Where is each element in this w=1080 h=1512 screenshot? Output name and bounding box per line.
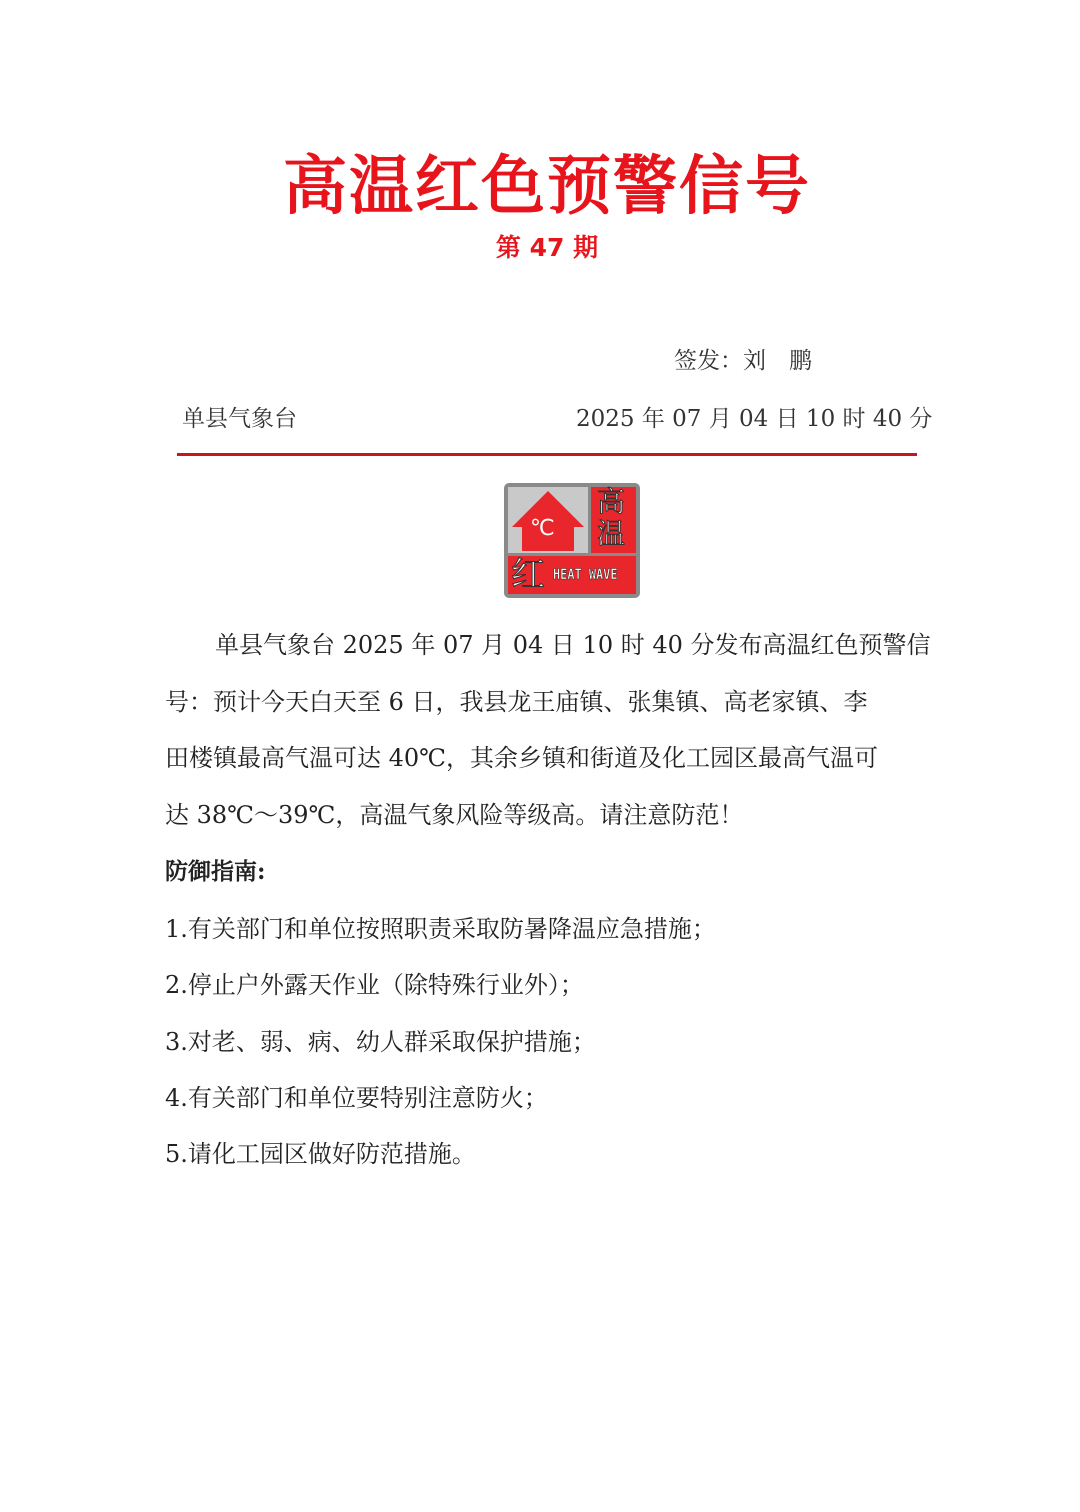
celsius-icon: ℃ xyxy=(530,516,555,541)
issuer: 单县气象台 xyxy=(182,406,297,432)
document-title: 高温红色预警信号 xyxy=(283,150,811,224)
body-line: 达 38℃～39℃，高温气象风险等级高。请注意防范！ xyxy=(165,801,744,829)
guide-heading: 防御指南: xyxy=(165,858,266,885)
badge-english: HEAT WAVE xyxy=(553,567,618,583)
heat-wave-red-warning-icon xyxy=(504,483,640,598)
issue-number: 第 47 期 xyxy=(495,233,599,262)
issue-time: 2025 年 07 月 04 日 10 时 40 分 xyxy=(576,406,933,432)
badge-text-wen: 温 xyxy=(597,517,626,550)
guide-item: 4.有关部门和单位要特别注意防火； xyxy=(165,1084,548,1112)
body-line: 单县气象台 2025 年 07 月 04 日 10 时 40 分发布高温红色预警信 xyxy=(215,631,931,659)
guide-item: 2.停止户外露天作业（除特殊行业外）； xyxy=(165,971,584,999)
divider xyxy=(177,453,917,456)
signer: 签发：刘 鹏 xyxy=(674,348,812,374)
guide-item: 5.请化工园区做好防范措施。 xyxy=(165,1140,476,1168)
badge-text-gao: 高 xyxy=(597,485,626,518)
body-line: 号：预计今天白天至 6 日，我县龙王庙镇、张集镇、高老家镇、李 xyxy=(165,688,868,716)
body-line: 田楼镇最高气温可达 40℃，其余乡镇和街道及化工园区最高气温可 xyxy=(165,744,879,772)
guide-item: 3.对老、弱、病、幼人群采取保护措施； xyxy=(165,1028,596,1056)
badge-level: 红 xyxy=(511,555,545,595)
guide-item: 1.有关部门和单位按照职责采取防暑降温应急措施； xyxy=(165,915,716,943)
